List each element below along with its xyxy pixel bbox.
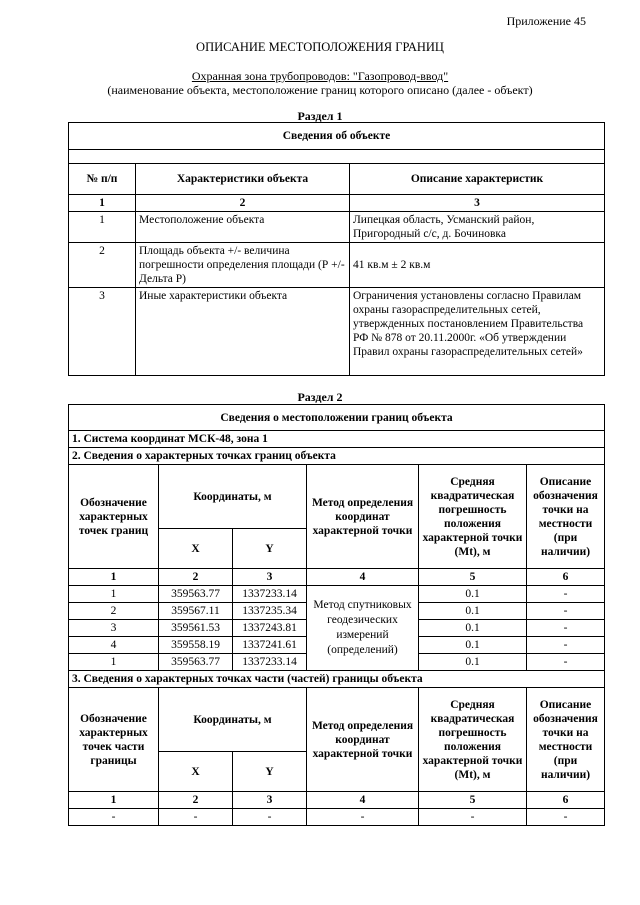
coord-system: 1. Система координат МСК-48, зона 1 — [69, 431, 605, 448]
method-cell: Метод спутниковых геодезических измерений (определений) — [307, 586, 419, 671]
header-x: X — [159, 529, 233, 569]
table-row — [69, 288, 605, 376]
point-x: 359563.77 — [159, 654, 233, 671]
point-mt: 0.1 — [419, 620, 527, 637]
section1-table-title: Сведения об объекте — [69, 123, 605, 150]
point-y: 1337243.81 — [233, 620, 307, 637]
point-desc: - — [527, 586, 605, 603]
point-x: 359558.19 — [159, 637, 233, 654]
row-number: 2 — [69, 243, 136, 288]
table-row — [69, 243, 605, 288]
parts-title: 3. Сведения о характерных точках части (частей) границы объекта — [69, 671, 605, 688]
section1-label: Раздел 1 — [297, 109, 343, 123]
col-number: 2 — [136, 195, 350, 212]
row-number: 1 — [69, 212, 136, 243]
point-id: 1 — [69, 586, 159, 603]
col-number: 4 — [307, 569, 419, 586]
col-number: 5 — [419, 792, 527, 809]
row-characteristic: Площадь объекта +/- величина погрешности определения площади (Р +/- Дельта Р) — [136, 243, 350, 288]
document-title: ОПИСАНИЕ МЕСТОПОЛОЖЕНИЯ ГРАНИЦ — [196, 40, 444, 54]
point-y: 1337233.14 — [233, 654, 307, 671]
col-number: 5 — [419, 569, 527, 586]
table-row — [69, 586, 605, 603]
col-number: 4 — [307, 792, 419, 809]
header-y: Y — [233, 529, 307, 569]
row-number: 3 — [69, 288, 136, 376]
col-number: 6 — [527, 569, 605, 586]
points-title: 2. Сведения о характерных точках границ объекта — [69, 448, 605, 465]
point-id: 1 — [69, 654, 159, 671]
point-id: 4 — [69, 637, 159, 654]
parts-cell: - — [527, 809, 605, 826]
object-name: Охранная зона трубопроводов: "Газопровод-ввод" — [191, 69, 449, 83]
header-coords: Координаты, м — [159, 465, 307, 529]
row-description: Липецкая область, Усманский район, Пригородный с/с, д. Бочиновка — [350, 212, 605, 243]
point-id: 3 — [69, 620, 159, 637]
parts-header-point: Обозначение характерных точек части границы — [69, 688, 159, 792]
point-id: 2 — [69, 603, 159, 620]
header-description: Описание характеристик — [350, 164, 605, 195]
header-point: Обозначение характерных точек границ — [69, 465, 159, 569]
parts-cell: - — [419, 809, 527, 826]
col-number: 1 — [69, 195, 136, 212]
point-y: 1337241.61 — [233, 637, 307, 654]
row-characteristic: Местоположение объекта — [136, 212, 350, 243]
parts-header-description: Описание обозначения точки на местности (при наличии) — [527, 688, 605, 792]
header-method: Метод определения координат характерной точки — [307, 465, 419, 569]
point-desc: - — [527, 637, 605, 654]
header-accuracy: Средняя квадратическая погрешность положения характерной точки (Mt), м — [419, 465, 527, 569]
parts-cell: - — [307, 809, 419, 826]
header-number: № п/п — [69, 164, 136, 195]
col-number: 1 — [69, 792, 159, 809]
section1-table — [68, 122, 605, 376]
object-caption: (наименование объекта, местоположение границ которого описано (далее - объект) — [107, 83, 533, 97]
header-description: Описание обозначения точки на местности (при наличии) — [527, 465, 605, 569]
point-mt: 0.1 — [419, 603, 527, 620]
row-characteristic: Иные характеристики объекта — [136, 288, 350, 376]
point-desc: - — [527, 620, 605, 637]
parts-header-coords: Координаты, м — [159, 688, 307, 752]
parts-cell: - — [233, 809, 307, 826]
parts-header-x: X — [159, 752, 233, 792]
col-number: 3 — [233, 792, 307, 809]
point-mt: 0.1 — [419, 654, 527, 671]
parts-cell: - — [69, 809, 159, 826]
col-number: 6 — [527, 792, 605, 809]
point-x: 359561.53 — [159, 620, 233, 637]
point-desc: - — [527, 654, 605, 671]
row-description: Ограничения установлены согласно Правилам охраны газораспределительных сетей, утвержденных постановлением Правительства РФ № 878 от 20.11.2000г. «Об утверждении Правил охраны газораспределительных сетей» — [350, 288, 605, 376]
table-row — [69, 212, 605, 243]
section2-table — [68, 404, 605, 826]
row-description: 41 кв.м ± 2 кв.м — [350, 243, 605, 288]
appendix-label: Приложение 45 — [506, 14, 586, 28]
parts-header-method: Метод определения координат характерной точки — [307, 688, 419, 792]
col-number: 1 — [69, 569, 159, 586]
col-number: 3 — [350, 195, 605, 212]
header-characteristic: Характеристики объекта — [136, 164, 350, 195]
point-mt: 0.1 — [419, 586, 527, 603]
col-number: 3 — [233, 569, 307, 586]
col-number: 2 — [159, 792, 233, 809]
parts-header-accuracy: Средняя квадратическая погрешность положения характерной точки (Mt), м — [419, 688, 527, 792]
table-row — [69, 809, 605, 826]
parts-header-y: Y — [233, 752, 307, 792]
point-x: 359563.77 — [159, 586, 233, 603]
section2-table-title: Сведения о местоположении границ объекта — [69, 405, 605, 431]
point-x: 359567.11 — [159, 603, 233, 620]
spacer-row — [69, 150, 605, 164]
point-y: 1337233.14 — [233, 586, 307, 603]
point-desc: - — [527, 603, 605, 620]
section2-label: Раздел 2 — [297, 390, 343, 404]
col-number: 2 — [159, 569, 233, 586]
point-mt: 0.1 — [419, 637, 527, 654]
parts-cell: - — [159, 809, 233, 826]
point-y: 1337235.34 — [233, 603, 307, 620]
